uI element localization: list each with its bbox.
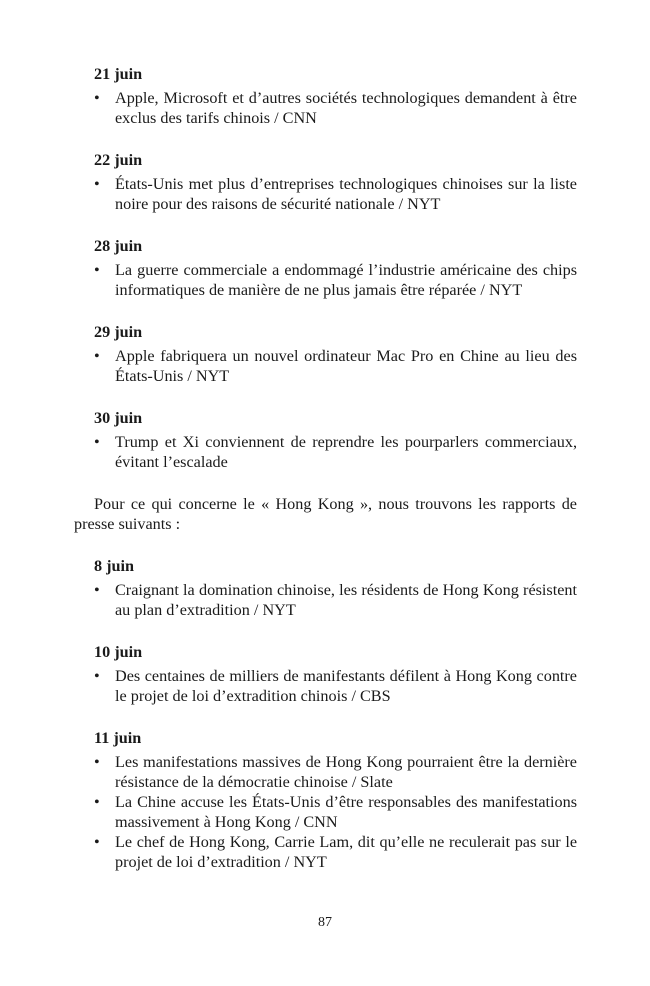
- entry-28-juin: [74, 236, 577, 300]
- entry-list: [74, 752, 577, 872]
- item-text: Le chef de Hong Kong, Carrie Lam, dit qu’elle ne reculerait pas sur le projet de loi d’extradition / NYT: [115, 833, 577, 871]
- list-item: [74, 666, 577, 706]
- page-number: 87: [318, 915, 332, 930]
- entry-list: [74, 260, 577, 300]
- list-item: [74, 752, 577, 792]
- entry-11-juin: [74, 728, 577, 872]
- bullet-icon: •: [94, 89, 100, 107]
- entry-date: 28 juin: [94, 237, 143, 255]
- bullet-icon: •: [94, 581, 100, 599]
- entry-date: 22 juin: [94, 151, 143, 169]
- entry-list: [74, 174, 577, 214]
- item-text: Des centaines de milliers de manifestants défilent à Hong Kong contre le projet de loi d’extradition chinois / CBS: [115, 667, 577, 705]
- bullet-icon: •: [94, 347, 100, 365]
- list-item: [74, 346, 577, 386]
- item-text: États-Unis met plus d’entreprises technologiques chinoises sur la liste noire pour des raisons de sécurité nationale / NYT: [115, 175, 577, 213]
- list-item: [74, 88, 577, 128]
- item-text: Trump et Xi conviennent de reprendre les pourparlers commerciaux, évitant l’escalade: [115, 433, 577, 471]
- entry-10-juin: [74, 642, 577, 706]
- item-text: Les manifestations massives de Hong Kong pourraient être la dernière résistance de la démocratie chinoise / Slate: [115, 753, 577, 791]
- item-text: La Chine accuse les États-Unis d’être responsables des manifestations massivement à Hong Kong / CNN: [115, 793, 577, 831]
- page-body: [74, 64, 577, 894]
- bullet-icon: •: [94, 433, 100, 451]
- list-item: [74, 174, 577, 214]
- entry-list: [74, 88, 577, 128]
- entry-21-juin: [74, 64, 577, 128]
- entry-30-juin: [74, 408, 577, 472]
- intro-paragraph: Pour ce qui concerne le « Hong Kong », nous trouvons les rapports de presse suivants :: [74, 495, 577, 533]
- item-text: Craignant la domination chinoise, les résidents de Hong Kong résistent au plan d’extradition / NYT: [115, 581, 577, 619]
- item-text: Apple, Microsoft et d’autres sociétés technologiques demandent à être exclus des tarifs chinois / CNN: [115, 89, 577, 127]
- item-text: Apple fabriquera un nouvel ordinateur Mac Pro en Chine au lieu des États-Unis / NYT: [115, 347, 577, 385]
- bullet-icon: •: [94, 261, 100, 279]
- entry-22-juin: [74, 150, 577, 214]
- entry-date: 10 juin: [94, 643, 143, 661]
- entry-list: [74, 346, 577, 386]
- bullet-icon: •: [94, 793, 100, 811]
- list-item: [74, 792, 577, 832]
- entry-list: [74, 432, 577, 472]
- entry-8-juin: [74, 556, 577, 620]
- entry-list: [74, 580, 577, 620]
- list-item: [74, 260, 577, 300]
- list-item: [74, 832, 577, 872]
- bullet-icon: •: [94, 753, 100, 771]
- entry-29-juin: [74, 322, 577, 386]
- entry-date: 30 juin: [94, 409, 143, 427]
- entry-date: 8 juin: [94, 557, 135, 575]
- bullet-icon: •: [94, 175, 100, 193]
- bullet-icon: •: [94, 833, 100, 851]
- list-item: [74, 580, 577, 620]
- entry-date: 21 juin: [94, 65, 143, 83]
- bullet-icon: •: [94, 667, 100, 685]
- item-text: La guerre commerciale a endommagé l’industrie américaine des chips informatiques de manière de ne plus jamais être réparée / NYT: [115, 261, 577, 299]
- list-item: [74, 432, 577, 472]
- entry-date: 29 juin: [94, 323, 143, 341]
- entry-date: 11 juin: [94, 729, 142, 747]
- entry-list: [74, 666, 577, 706]
